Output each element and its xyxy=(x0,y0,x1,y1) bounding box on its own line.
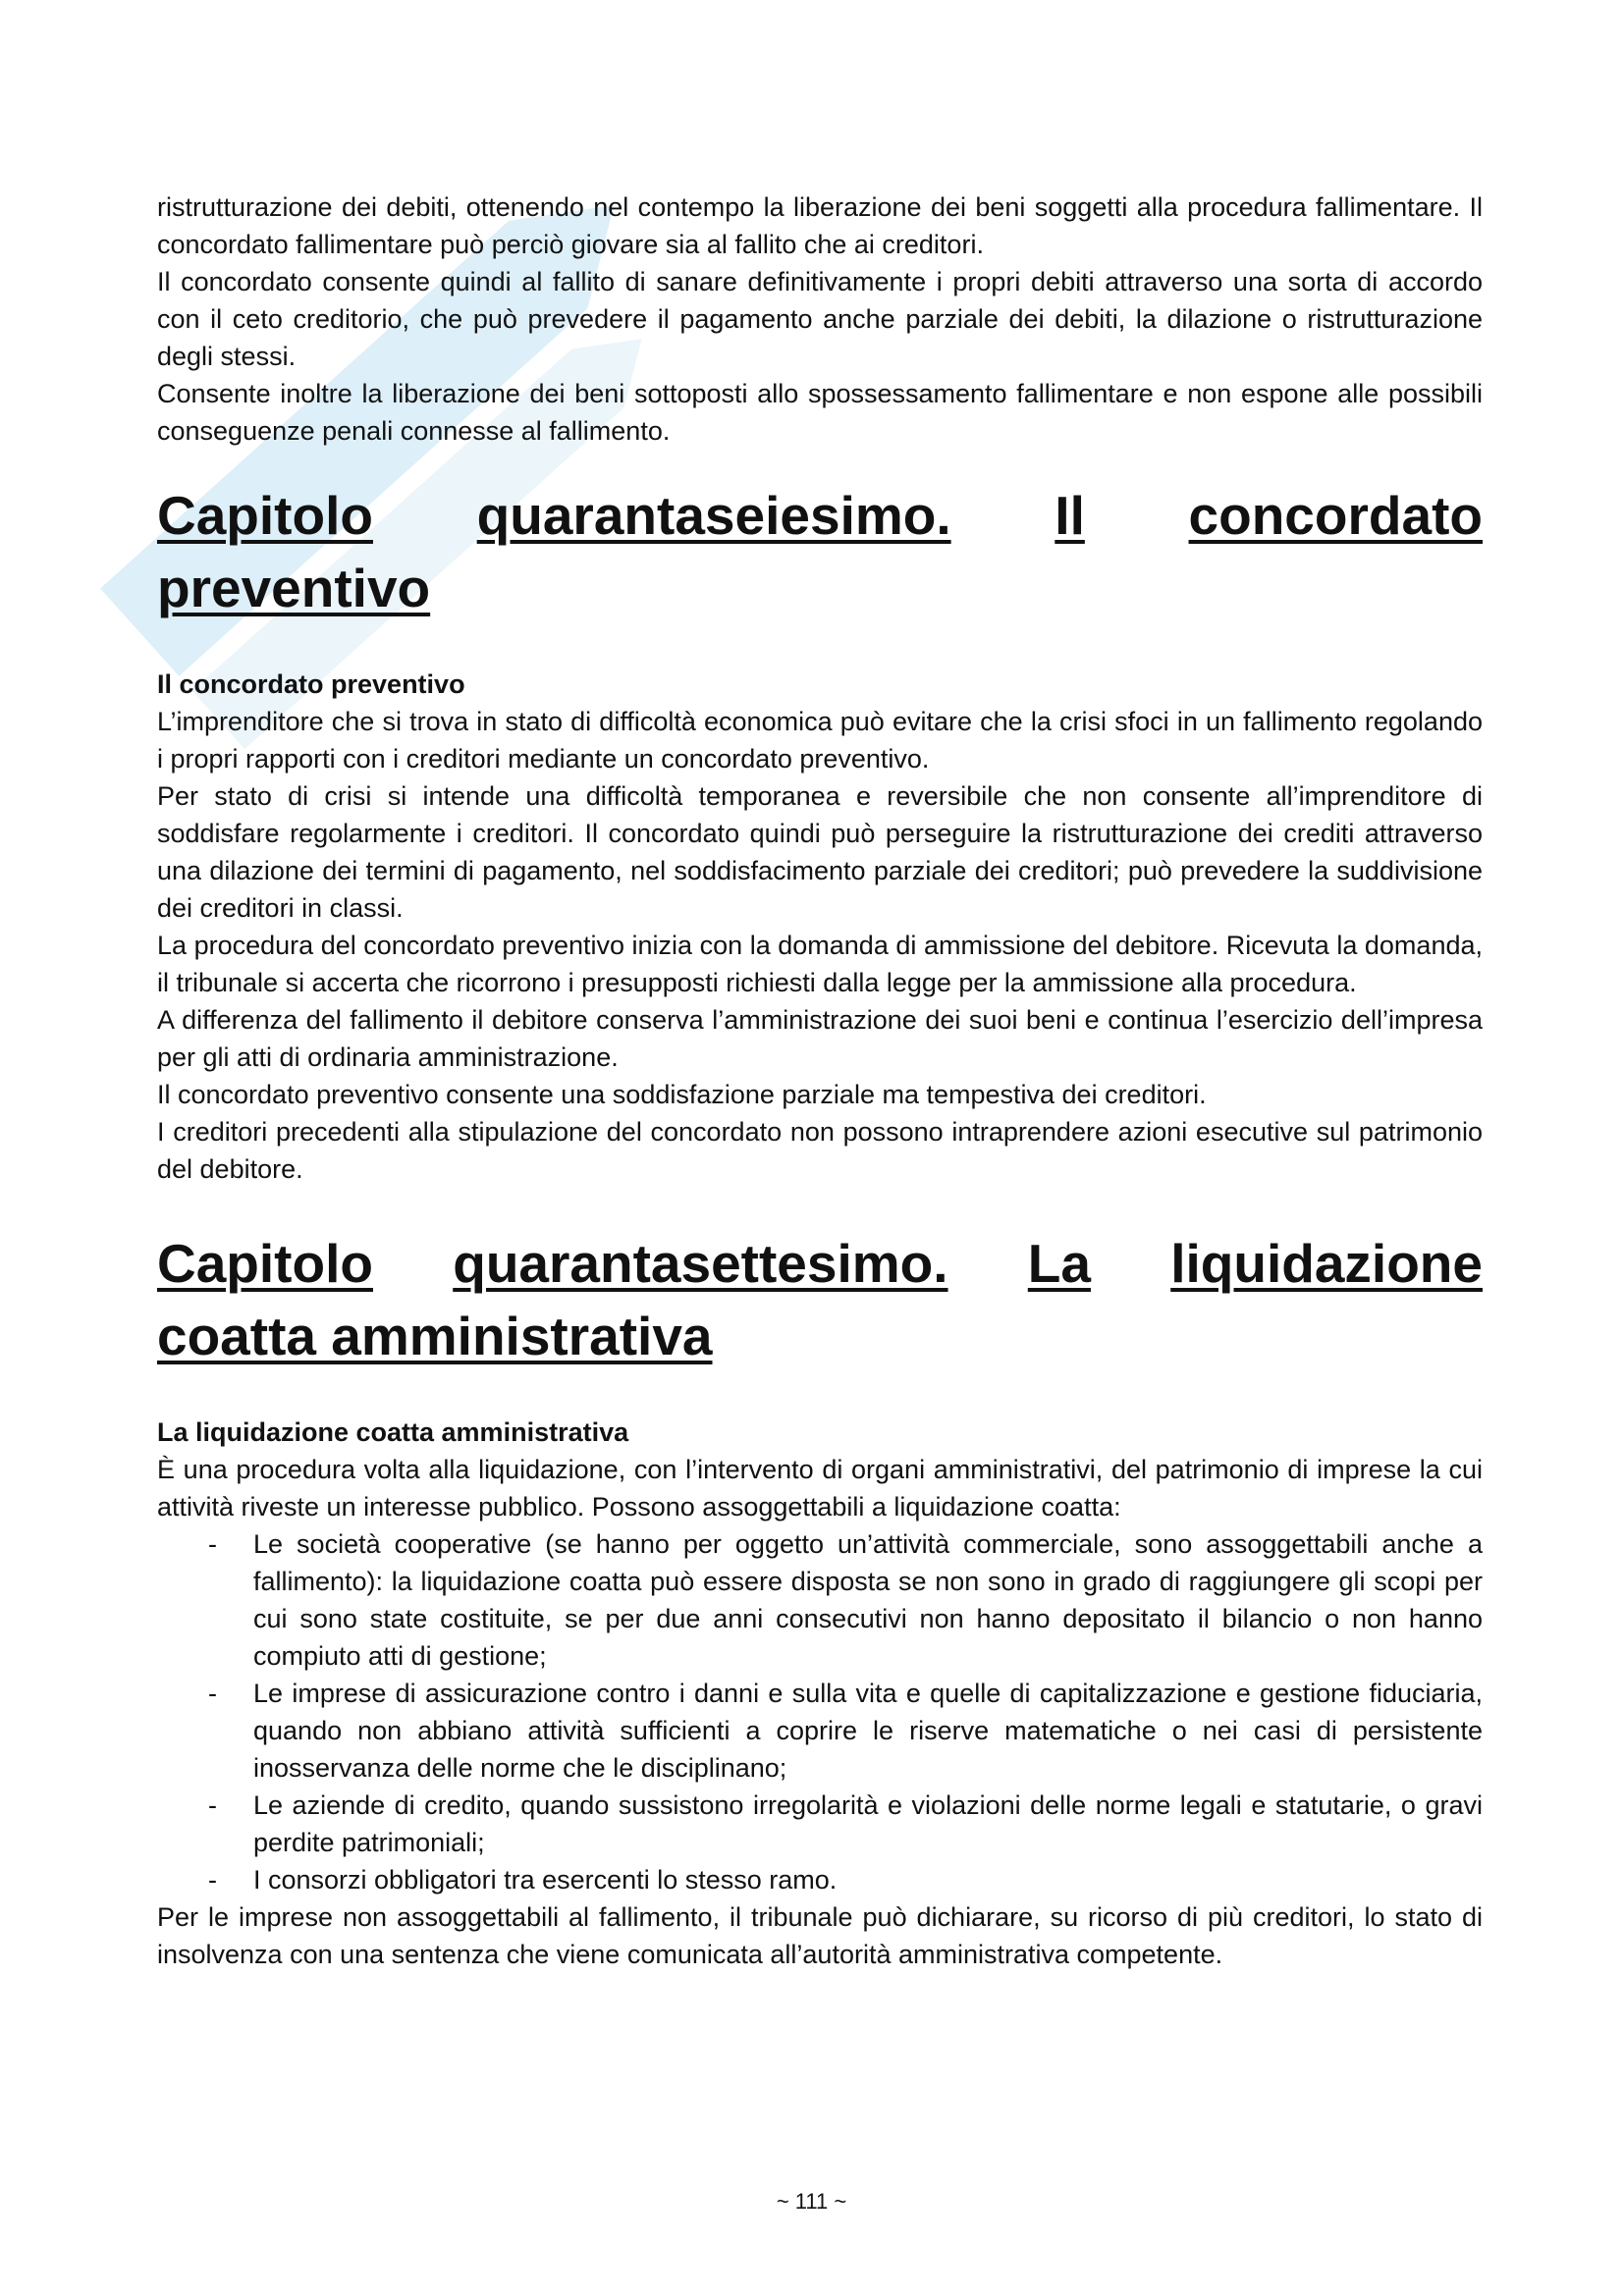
page-number: ~ 111 ~ xyxy=(776,2189,847,2214)
chapter-title-word: La xyxy=(1027,1233,1091,1294)
chapter-title-word: quarantaseiesimo. xyxy=(476,485,951,546)
chapter-title-word: Il xyxy=(1055,485,1085,546)
page-content xyxy=(157,188,1483,1973)
body-paragraph: Per le imprese non assoggettabili al fallimento, il tribunale può dichiarare, su ricorso di più creditori, lo stato di insolvenza con una sentenza che viene comunicata all’autorità amministrativa competente. xyxy=(157,1902,1483,1969)
list-item: - I consorzi obbligatori tra esercenti lo stesso ramo. xyxy=(157,1861,1483,1898)
intro-paragraph: Il concordato consente quindi al fallito di sanare definitivamente i propri debiti attraverso una sorta di accordo con il ceto creditorio, che può prevedere il pagamento anche parziale dei debiti, la dilazione o ristrutturazione degli stessi. xyxy=(157,267,1483,371)
chapter-title-word: liquidazione xyxy=(1170,1233,1483,1294)
section-heading: Il concordato preventivo xyxy=(157,669,465,699)
chapter-title-word: quarantasettesimo. xyxy=(453,1233,948,1294)
body-paragraph: È una procedura volta alla liquidazione, con l’intervento di organi amministrativi, del patrimonio di imprese la cui attività riveste un interesse pubblico. Possono assoggettabili a liquidazione coatta: xyxy=(157,1455,1483,1522)
chapter-title-line2: preventivo xyxy=(157,558,431,618)
chapter-title-line2: coatta amministrativa xyxy=(157,1306,713,1366)
body-paragraph: A differenza del fallimento il debitore conserva l’amministrazione dei suoi beni e continua l’esercizio dell’impresa per gli atti di ordinaria amministrazione. xyxy=(157,1005,1483,1072)
body-paragraph: Il concordato preventivo consente una soddisfazione parziale ma tempestiva dei creditori. xyxy=(157,1080,1207,1109)
chapter-47-title xyxy=(157,1227,1483,1372)
list-item: - Le imprese di assicurazione contro i danni e sulla vita e quelle di capitalizzazione e gestione fiduciaria, quando non abbiano attività sufficienti a coprire le riserve matematiche o nei casi di persistente inosservanza delle norme che le disciplinano; xyxy=(157,1675,1483,1787)
chapter-title-word: Capitolo xyxy=(157,485,373,546)
section-heading: La liquidazione coatta amministrativa xyxy=(157,1417,629,1447)
intro-paragraph: Consente inoltre la liberazione dei beni sottoposti allo spossessamento fallimentare e non espone alle possibili conseguenze penali connesse al fallimento. xyxy=(157,379,1483,446)
body-paragraph: L’imprenditore che si trova in stato di difficoltà economica può evitare che la crisi sfoci in un fallimento regolando i propri rapporti con i creditori mediante un concordato preventivo. xyxy=(157,707,1483,774)
body-paragraph: I creditori precedenti alla stipulazione del concordato non possono intraprendere azioni esecutive sul patrimonio del debitore. xyxy=(157,1117,1483,1184)
list-item: - Le aziende di credito, quando sussistono irregolarità e violazioni delle norme legali e statutarie, o gravi perdite patrimoniali; xyxy=(157,1787,1483,1861)
intro-paragraph: ristrutturazione dei debiti, ottenendo nel contempo la liberazione dei beni soggetti alla procedura fallimentare. Il concordato fallimentare può perciò giovare sia al fallito che ai creditori. xyxy=(157,192,1483,259)
dash-list xyxy=(157,1525,1483,1898)
body-paragraph: La procedura del concordato preventivo inizia con la domanda di ammissione del debitore. Ricevuta la domanda, il tribunale si accerta che ricorrono i presupposti richiesti dalla legge per la ammissione alla procedura. xyxy=(157,931,1483,997)
list-item: - Le società cooperative (se hanno per oggetto un’attività commerciale, sono assoggettabili anche a fallimento): la liquidazione coatta può essere disposta se non sono in grado di raggiungere gli scopi per cui sono state costituite, se per due anni consecutivi non hanno depositato il bilancio o non hanno compiuto atti di gestione; xyxy=(157,1525,1483,1675)
chapter-title-word: Capitolo xyxy=(157,1233,373,1294)
chapter-title-word: concordato xyxy=(1188,485,1483,546)
chapter-46-title xyxy=(157,479,1483,624)
body-paragraph: Per stato di crisi si intende una difficoltà temporanea e reversibile che non consente all’imprenditore di soddisfare regolarmente i creditori. Il concordato quindi può perseguire la ristrutturazione dei crediti attraverso una dilazione dei termini di pagamento, nel soddisfacimento parziale dei creditori; può prevedere la suddivisione dei creditori in classi. xyxy=(157,781,1483,923)
